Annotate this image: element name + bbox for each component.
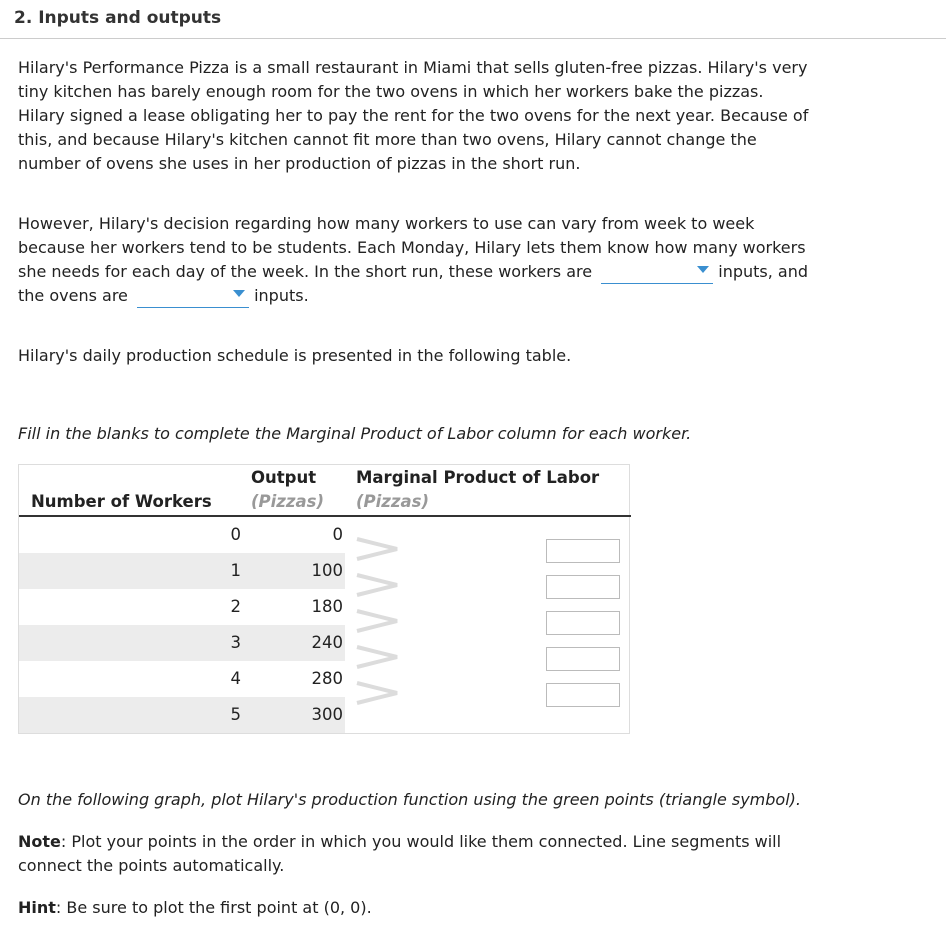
dropdown-arrow-icon [697, 266, 709, 273]
workers-cell: 5 [230, 705, 241, 724]
intro-line: tiny kitchen has barely enough room for the two ovens in which her workers bake the pizzas. [18, 82, 764, 101]
workers-cell: 1 [230, 561, 241, 580]
workers-line-text: the ovens are [18, 286, 128, 305]
table-row [19, 697, 345, 733]
workers-line-text: inputs. [254, 286, 309, 305]
workers-line-text: inputs, and [718, 262, 809, 281]
section-title: 2. Inputs and outputs [14, 8, 222, 28]
chevron-right-icon [355, 572, 405, 598]
schedule-text: Hilary's daily production schedule is presented in the following table. [18, 346, 572, 365]
output-cell: 180 [311, 597, 343, 616]
chevron-right-icon [355, 608, 405, 634]
mpl-header: Marginal Product of Labor [356, 468, 600, 487]
hint-text: : Be sure to plot the first point at (0, 0). [55, 898, 372, 917]
table-row [19, 553, 345, 589]
workers-line [18, 284, 923, 308]
workers-cell: 4 [230, 669, 241, 688]
table-row [19, 661, 345, 697]
mpl-input-worker-3[interactable] [546, 611, 620, 635]
intro-line: Hilary signed a lease obligating her to pay the rent for the two ovens for the next year. Because of [18, 106, 809, 125]
table-instruction: Fill in the blanks to complete the Marginal Product of Labor column for each worker. [18, 424, 692, 443]
dropdown-arrow-icon [233, 290, 245, 297]
output-header: Output [251, 468, 317, 487]
workers-line: because her workers tend to be students. Each Monday, Hilary lets them know how many workers [18, 238, 806, 257]
chevron-right-icon [355, 536, 405, 562]
output-cell: 240 [311, 633, 343, 652]
output-cell: 300 [311, 705, 343, 724]
chevron-right-icon [355, 644, 405, 670]
header-divider [0, 38, 946, 39]
workers-header: Number of Workers [31, 492, 212, 511]
chevron-right-icon [355, 680, 405, 706]
intro-line: this, and because Hilary's kitchen cannot fit more than two ovens, Hilary cannot change the [18, 130, 757, 149]
workers-input-type-dropdown[interactable] [601, 261, 713, 284]
workers-line-text: she needs for each day of the week. In the short run, these workers are [18, 262, 593, 281]
intro-paragraph [18, 56, 923, 176]
table-row [19, 589, 345, 625]
hint-label: Hint [18, 898, 56, 917]
note-line [18, 830, 923, 854]
mpl-input-worker-1[interactable] [546, 539, 620, 563]
workers-cell: 2 [230, 597, 241, 616]
graph-instruction: On the following graph, plot Hilary's production function using the green points (triangle symbol). [18, 790, 801, 809]
mpl-input-worker-4[interactable] [546, 647, 620, 671]
workers-line [18, 260, 923, 284]
workers-cell: 3 [230, 633, 241, 652]
table-row [19, 625, 345, 661]
workers-paragraph [18, 212, 923, 308]
table-row [19, 517, 345, 553]
note-text: : Plot your points in the order in which you would like them connected. Line segments will [60, 832, 782, 851]
output-cell: 0 [332, 525, 343, 544]
note-line: connect the points automatically. [18, 856, 285, 875]
note [18, 830, 923, 878]
mpl-input-worker-2[interactable] [546, 575, 620, 599]
workers-cell: 0 [230, 525, 241, 544]
output-cell: 100 [311, 561, 343, 580]
note-label: Note [18, 832, 61, 851]
intro-line: number of ovens she uses in her production of pizzas in the short run. [18, 154, 581, 173]
production-table [18, 464, 630, 734]
mpl-unit-header: (Pizzas) [356, 492, 429, 511]
ovens-input-type-dropdown[interactable] [137, 285, 249, 308]
intro-line: Hilary's Performance Pizza is a small restaurant in Miami that sells gluten-free pizzas. Hilary's very [18, 58, 808, 77]
workers-line: However, Hilary's decision regarding how many workers to use can vary from week to week [18, 214, 755, 233]
hint [18, 896, 923, 920]
output-unit-header: (Pizzas) [251, 492, 324, 511]
output-cell: 280 [311, 669, 343, 688]
mpl-input-worker-5[interactable] [546, 683, 620, 707]
